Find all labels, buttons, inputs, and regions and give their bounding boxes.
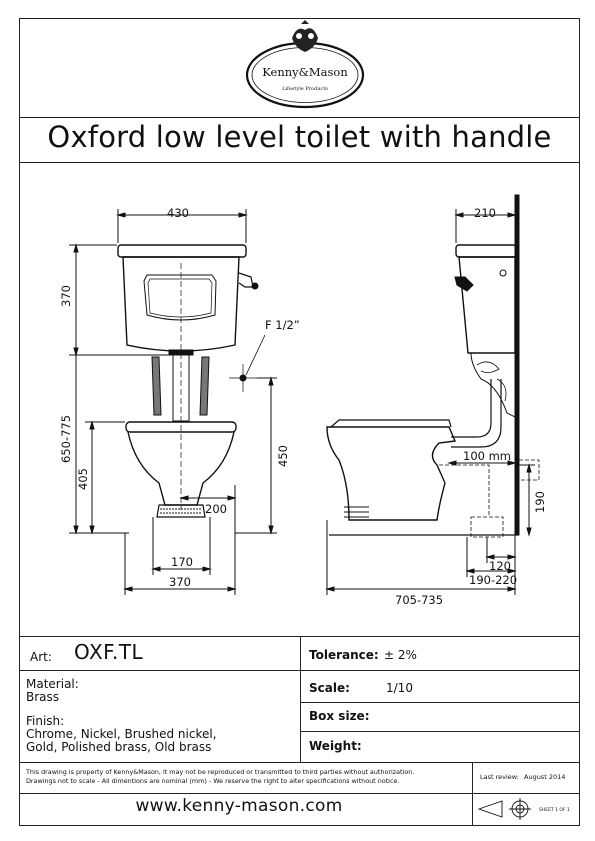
spec-row-divider-2 [300, 702, 580, 703]
dim-inlet-height: 450 [276, 445, 290, 467]
spec-row-divider-3 [300, 731, 580, 732]
dim-cistern-height: 370 [59, 285, 73, 307]
title-divider-bottom [19, 162, 580, 163]
last-review-value: August 2014 [524, 773, 566, 781]
brand-name: Kenny&Mason [262, 65, 348, 79]
material-value: Brass [26, 690, 60, 704]
dim-overall-height: 650-775 [59, 414, 73, 463]
disclaimer-line-1: This drawing is property of Kenny&Mason, it may not be reproduced or transmitted to third parties without authorization. [26, 768, 415, 776]
front-view [69, 209, 277, 595]
dim-cistern-depth: 210 [474, 206, 496, 220]
brand-logo [245, 20, 365, 110]
dim-pipe-offset: 100 mm [463, 449, 512, 463]
last-review-label: Last review: [480, 773, 519, 781]
weight-label: Weight: [309, 739, 362, 753]
dim-wall-range: 190-220 [469, 573, 518, 587]
finish-line-2: Gold, Polished brass, Old brass [26, 740, 212, 754]
crest-icon [292, 20, 318, 52]
finish-label: Finish: [26, 714, 65, 728]
dim-front-width: 430 [167, 206, 189, 220]
dim-base-inner: 170 [171, 555, 193, 569]
sheet-number: SHEET 1 OF 1 [539, 808, 570, 813]
website-url[interactable]: www.kenny-mason.com [135, 796, 343, 816]
dim-bowl-height: 405 [76, 468, 90, 490]
dim-outlet-depth: 120 [489, 559, 511, 573]
brand-tagline: Lifestyle Products [282, 86, 328, 92]
dim-outlet-height: 190 [533, 491, 547, 513]
spec-column-divider [300, 636, 301, 762]
review-box-bottom [472, 793, 580, 794]
art-label: Art: [30, 650, 52, 664]
dim-total-depth: 705-735 [395, 593, 444, 607]
scale-value: 1/10 [386, 681, 413, 695]
material-label: Material: [26, 677, 79, 691]
art-number: OXF.TL [74, 640, 144, 664]
title-divider-top [19, 117, 580, 118]
disclaimer-line-2: Drawings not to scale - All dimentions are nominal (mm) - We reserve the right to alter specifications without notice. [26, 777, 400, 785]
scale-label: Scale: [309, 681, 350, 695]
finish-line-1: Chrome, Nickel, Brushed nickel, [26, 727, 217, 741]
page-title: Oxford low level toilet with handle [47, 120, 552, 154]
footer-divider [19, 762, 580, 763]
review-divider [472, 762, 473, 826]
dim-base-outer: 370 [169, 575, 191, 589]
tolerance-label: Tolerance: [309, 648, 379, 662]
technical-drawing [19, 165, 580, 639]
box-size-label: Box size: [309, 709, 370, 723]
dim-inlet-size: F 1/2” [265, 318, 300, 332]
side-view [327, 195, 539, 595]
dim-outlet-offset: 200 [205, 502, 227, 516]
projection-symbol-icon [476, 797, 536, 821]
tolerance-value: ± 2% [384, 648, 417, 662]
